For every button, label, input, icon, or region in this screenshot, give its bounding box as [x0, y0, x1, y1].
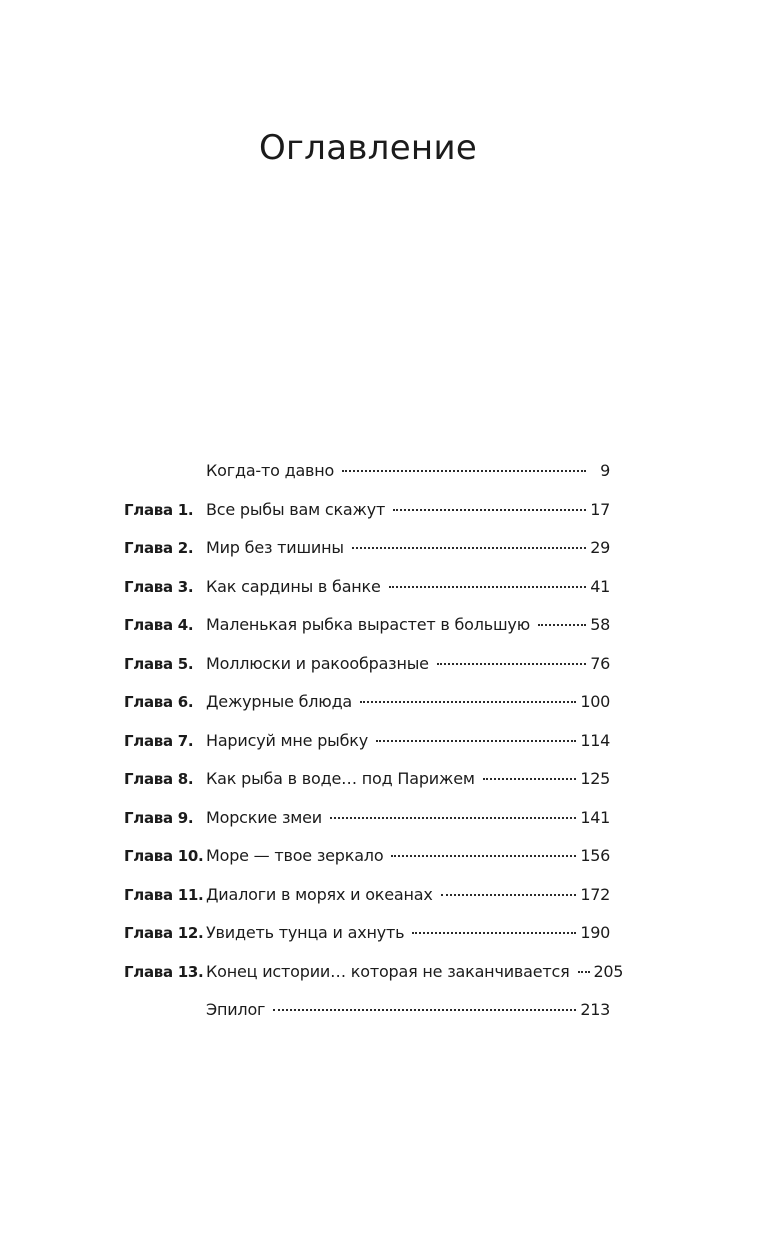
- toc-entry-body: [206, 841, 610, 871]
- dot-leader: [352, 547, 586, 549]
- chapter-label: Глава 5.: [124, 654, 194, 673]
- page-number: 100: [580, 692, 610, 711]
- page-number: 190: [580, 923, 610, 942]
- chapter-title: Увидеть тунца и ахнуть: [206, 923, 405, 942]
- chapter-label: Глава 12.: [124, 924, 204, 942]
- dot-leader: [437, 663, 586, 665]
- toc-entry-body: [206, 649, 610, 679]
- page-number: 17: [590, 499, 610, 519]
- toc-entry-chapter-13[interactable]: [124, 957, 624, 996]
- dot-leader: [578, 971, 590, 973]
- toc-entry-body: [206, 572, 610, 602]
- chapter-title: Как сардины в банке: [206, 576, 381, 596]
- dot-leader: [538, 624, 586, 626]
- toc-entry-chapter-8[interactable]: [124, 764, 610, 803]
- chapter-title: Конец истории… которая не заканчивается: [206, 961, 570, 981]
- toc-entry-chapter-12[interactable]: [124, 918, 610, 957]
- chapter-label: Глава 6.: [124, 693, 194, 711]
- page-number: 172: [580, 884, 610, 904]
- toc-entry-body: [206, 918, 610, 948]
- page-number: 29: [590, 538, 610, 557]
- chapter-label: Глава 13.: [124, 962, 204, 981]
- chapter-title: Морские змеи: [206, 807, 322, 827]
- chapter-title: Море — твое зеркало: [206, 846, 384, 865]
- toc-entry-body: [206, 803, 610, 833]
- chapter-label: Глава 11.: [124, 885, 204, 904]
- chapter-label: Глава 2.: [124, 539, 194, 557]
- chapter-title: Все рыбы вам скажут: [206, 499, 386, 519]
- chapter-label: Глава 9.: [124, 808, 194, 827]
- toc-entry-chapter-5[interactable]: [124, 649, 610, 688]
- dot-leader: [376, 740, 576, 742]
- toc-entry-body: [206, 957, 624, 987]
- page-number: 76: [590, 653, 610, 673]
- page-number: 58: [590, 615, 610, 634]
- toc-entry-body: [206, 456, 610, 486]
- dot-leader: [389, 586, 586, 588]
- chapter-label: Глава 3.: [124, 577, 194, 596]
- chapter-title: Когда-то давно: [206, 461, 335, 480]
- page-number: 156: [580, 846, 610, 865]
- toc-entry-body: [206, 533, 610, 563]
- dot-leader: [412, 932, 576, 934]
- dot-leader: [273, 1009, 576, 1011]
- page-number: 141: [580, 807, 610, 827]
- dot-leader: [342, 470, 586, 472]
- toc-entry-body: [206, 495, 610, 525]
- toc-entry-epilogue[interactable]: [124, 995, 610, 1034]
- dot-leader: [330, 817, 576, 819]
- toc-entry-chapter-6[interactable]: [124, 687, 610, 726]
- chapter-title: Моллюски и ракообразные: [206, 653, 429, 673]
- dot-leader: [393, 509, 586, 511]
- toc-entry-chapter-7[interactable]: [124, 726, 610, 765]
- chapter-title: Эпилог: [206, 1000, 266, 1019]
- chapter-label: Глава 4.: [124, 616, 194, 634]
- toc-entry-chapter-9[interactable]: [124, 803, 610, 842]
- page-number: 41: [590, 576, 610, 596]
- dot-leader: [391, 855, 576, 857]
- toc-entry-body: [206, 880, 610, 910]
- chapter-label: Глава 8.: [124, 770, 194, 788]
- toc-entry-chapter-10[interactable]: [124, 841, 610, 880]
- chapter-title: Дежурные блюда: [206, 692, 353, 711]
- chapter-label: Глава 7.: [124, 731, 194, 750]
- page-title: Оглавление: [258, 128, 478, 168]
- page-number: 9: [600, 461, 610, 480]
- toc-entry-prologue[interactable]: [124, 456, 610, 495]
- toc-entry-chapter-4[interactable]: [124, 610, 610, 649]
- chapter-label: Глава 10.: [124, 847, 204, 865]
- chapter-title: Маленькая рыбка вырастет в большую: [206, 615, 530, 634]
- dot-leader: [441, 894, 577, 896]
- toc-entry-body: [206, 726, 610, 756]
- chapter-label: Глава 1.: [124, 500, 194, 519]
- page-number: 125: [580, 769, 610, 788]
- toc-entry-chapter-2[interactable]: [124, 533, 610, 572]
- page-number: 213: [580, 1000, 610, 1019]
- toc-entry-body: [206, 764, 610, 794]
- dot-leader: [360, 701, 576, 703]
- toc-entry-body: [206, 995, 610, 1025]
- toc-entry-body: [206, 687, 610, 717]
- toc-entry-chapter-3[interactable]: [124, 572, 610, 611]
- toc-entry-body: [206, 610, 610, 640]
- chapter-title: Мир без тишины: [206, 538, 344, 557]
- table-of-contents: [124, 456, 624, 1034]
- page-number: 205: [593, 961, 624, 981]
- toc-entry-chapter-1[interactable]: [124, 495, 610, 534]
- dot-leader: [483, 778, 577, 780]
- toc-entry-chapter-11[interactable]: [124, 880, 610, 919]
- chapter-title: Нарисуй мне рыбку: [206, 730, 368, 750]
- chapter-title: Диалоги в морях и океанах: [206, 884, 433, 904]
- chapter-title: Как рыба в воде… под Парижем: [206, 769, 475, 788]
- page-number: 114: [580, 730, 610, 750]
